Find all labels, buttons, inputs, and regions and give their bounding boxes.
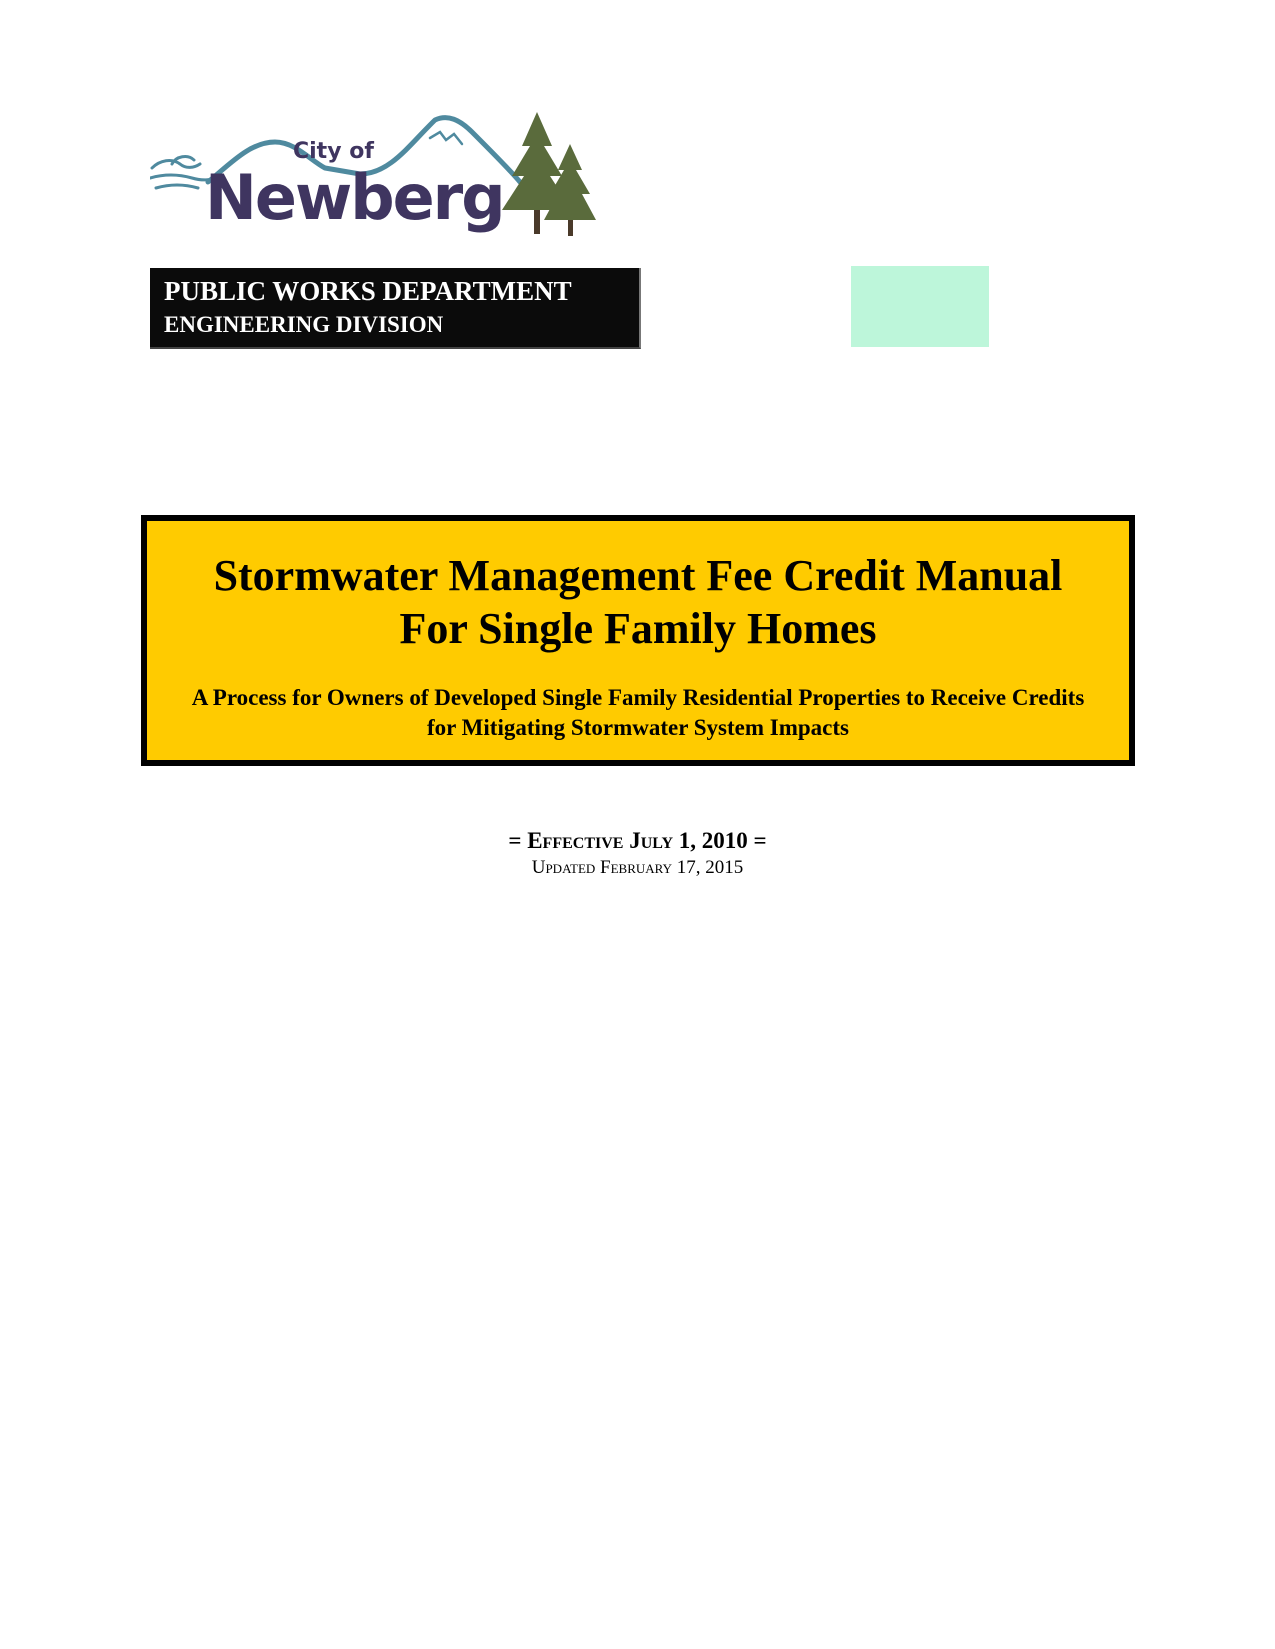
document-subtitle-line1: A Process for Owners of Developed Single Family Residential Properties to Receive Credits bbox=[191, 685, 1085, 710]
city-of-newberg-logo bbox=[150, 112, 620, 252]
title-box bbox=[141, 515, 1135, 766]
document-title-line2: For Single Family Homes bbox=[399, 604, 877, 653]
fir-trees-icon bbox=[502, 112, 596, 236]
logo-city-of-text: City of bbox=[293, 139, 374, 164]
division-name: ENGINEERING DIVISION bbox=[164, 312, 444, 337]
logo-newberg-text: Newberg bbox=[205, 161, 504, 234]
color-swatch-box bbox=[851, 266, 989, 347]
document-subtitle-line2: for Mitigating Stormwater System Impacts bbox=[426, 715, 850, 740]
document-title-line1: Stormwater Management Fee Credit Manual bbox=[213, 551, 1063, 600]
department-name: PUBLIC WORKS DEPARTMENT bbox=[164, 276, 572, 306]
updated-date: Updated February 17, 2015 bbox=[531, 857, 744, 878]
effective-date: = Effective July 1, 2010 = bbox=[508, 828, 767, 853]
newberg-logo-graphic bbox=[150, 112, 620, 252]
department-banner bbox=[150, 268, 641, 349]
